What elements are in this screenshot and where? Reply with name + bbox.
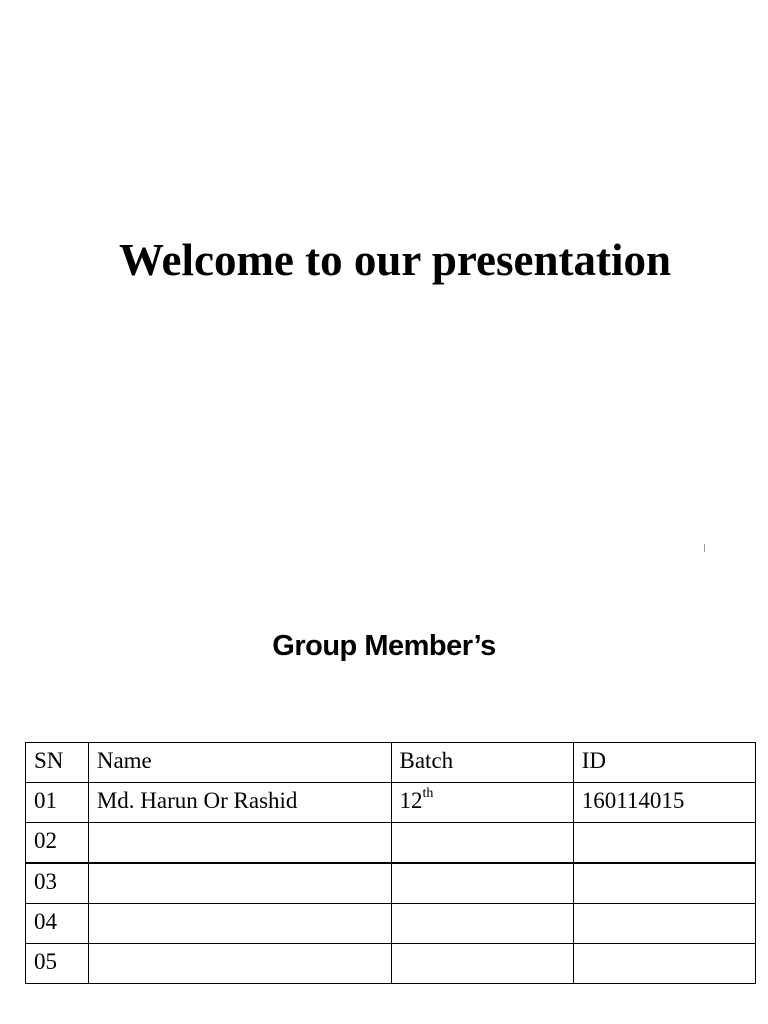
header-id: ID xyxy=(573,743,755,783)
cell-id: 160114015 xyxy=(573,783,755,823)
header-batch: Batch xyxy=(391,743,573,783)
cell-batch xyxy=(391,944,573,984)
cell-name xyxy=(88,823,391,864)
cell-id xyxy=(573,904,755,944)
cell-name xyxy=(88,944,391,984)
cell-batch xyxy=(391,783,573,823)
cell-sn: 01 xyxy=(26,783,89,823)
cell-id xyxy=(573,863,755,904)
cell-sn: 02 xyxy=(26,823,89,864)
cell-id xyxy=(573,823,755,864)
header-sn: SN xyxy=(26,743,89,783)
table-row xyxy=(26,904,756,944)
batch-number: 12 xyxy=(399,788,423,813)
page-title: Welcome to our presentation xyxy=(118,235,672,285)
cursor-mark xyxy=(704,544,705,552)
cell-name xyxy=(88,904,391,944)
table-row xyxy=(26,944,756,984)
cell-sn: 03 xyxy=(26,863,89,904)
table-header-row xyxy=(26,743,756,783)
cell-sn: 05 xyxy=(26,944,89,984)
cell-id xyxy=(573,944,755,984)
header-name: Name xyxy=(88,743,391,783)
section-heading: Group Member’s xyxy=(272,630,496,662)
table-row xyxy=(26,863,756,904)
table-row xyxy=(26,783,756,823)
cell-sn: 04 xyxy=(26,904,89,944)
cell-batch xyxy=(391,823,573,864)
cell-batch xyxy=(391,904,573,944)
group-members-table xyxy=(25,742,756,984)
cell-batch xyxy=(391,863,573,904)
cell-name xyxy=(88,863,391,904)
cell-name: Md. Harun Or Rashid xyxy=(88,783,391,823)
table-row xyxy=(26,823,756,864)
batch-suffix: th xyxy=(422,786,434,802)
